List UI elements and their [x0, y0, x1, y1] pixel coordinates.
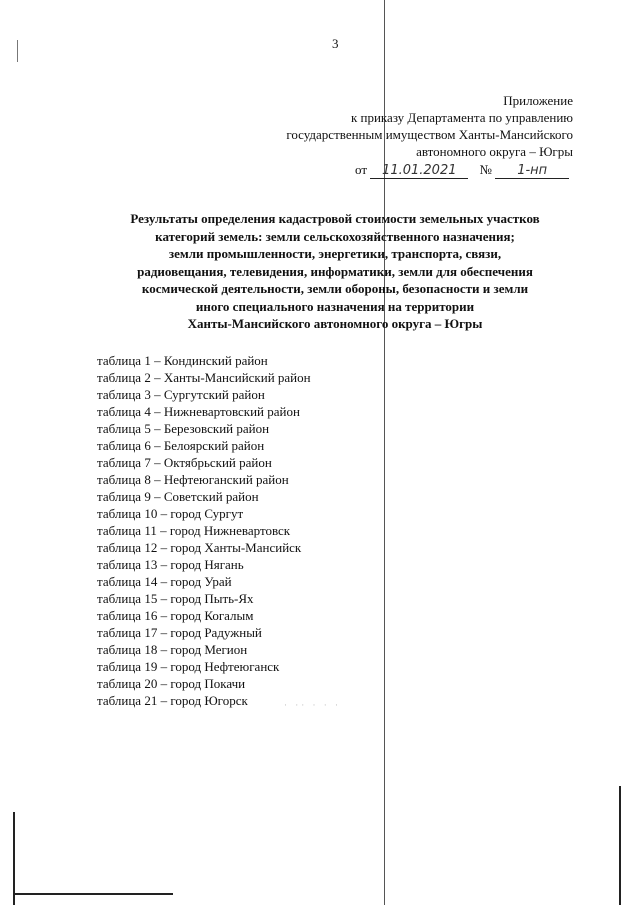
scan-edge-bottom [13, 893, 173, 895]
tables-list [97, 352, 311, 709]
document-title [85, 210, 585, 333]
title-line: иного специального назначения на территории [195, 298, 475, 314]
list-item: таблица 13 – город Нягань [97, 557, 244, 572]
list-item: таблица 20 – город Покачи [97, 676, 246, 691]
list-item: таблица 14 – город Урай [97, 574, 232, 589]
appendix-line: государственным имуществом Ханты-Мансийского [286, 127, 573, 142]
scan-edge-right [619, 786, 621, 905]
list-item: таблица 19 – город Нефтеюганск [97, 659, 280, 674]
appendix-line: Приложение [503, 93, 573, 108]
list-item: таблица 3 – Сургутский район [97, 387, 265, 402]
date-prefix: от [355, 162, 368, 177]
order-date: 11.01.2021 [370, 163, 468, 179]
list-item: таблица 12 – город Ханты-Мансийск [97, 540, 302, 555]
list-item: таблица 18 – город Мегион [97, 642, 248, 657]
list-item: таблица 11 – город Нижневартовск [97, 523, 291, 538]
list-item: таблица 6 – Белоярский район [97, 438, 265, 453]
order-number: 1-нп [495, 163, 569, 179]
list-item: таблица 1 – Кондинский район [97, 353, 268, 368]
order-date-number [355, 162, 569, 179]
title-line: категорий земель: земли сельскохозяйственного назначения; [155, 228, 515, 244]
list-item: таблица 2 – Ханты-Мансийский район [97, 370, 311, 385]
list-item: таблица 4 – Нижневартовский район [97, 404, 300, 419]
title-line: космической деятельности, земли обороны, безопасности и земли [141, 281, 529, 296]
list-item: таблица 8 – Нефтеюганский район [97, 472, 289, 487]
list-item: таблица 15 – город Пыть-Ях [97, 591, 254, 606]
scan-mark-top [17, 40, 18, 62]
list-item: таблица 7 – Октябрьский район [97, 455, 272, 470]
appendix-block [286, 92, 573, 160]
title-line: земли промышленности, энергетики, транспорта, связи, [168, 246, 502, 261]
list-item: таблица 17 – город Радужный [97, 625, 262, 640]
title-line: Результаты определения кадастровой стоимости земельных участков [130, 211, 540, 226]
list-item: таблица 21 – город Югорск [97, 693, 248, 708]
list-item: таблица 10 – город Сургут [97, 506, 244, 521]
list-item: таблица 9 – Советский район [97, 489, 259, 504]
page-number: 3 [332, 36, 339, 51]
appendix-line: автономного округа – Югры [416, 144, 573, 159]
number-prefix: № [479, 162, 492, 177]
title-line: радиовещания, телевидения, информатики, земли для обеспечения [137, 263, 533, 279]
appendix-line: к приказу Департамента по управлению [350, 110, 573, 125]
list-item: таблица 16 – город Когалым [97, 608, 254, 623]
list-item: таблица 5 – Березовский район [97, 421, 270, 436]
scan-noise: · ·· · · · [284, 700, 341, 710]
title-line: Ханты-Мансийского автономного округа – Югры [187, 316, 483, 331]
scan-edge-left [13, 812, 15, 905]
